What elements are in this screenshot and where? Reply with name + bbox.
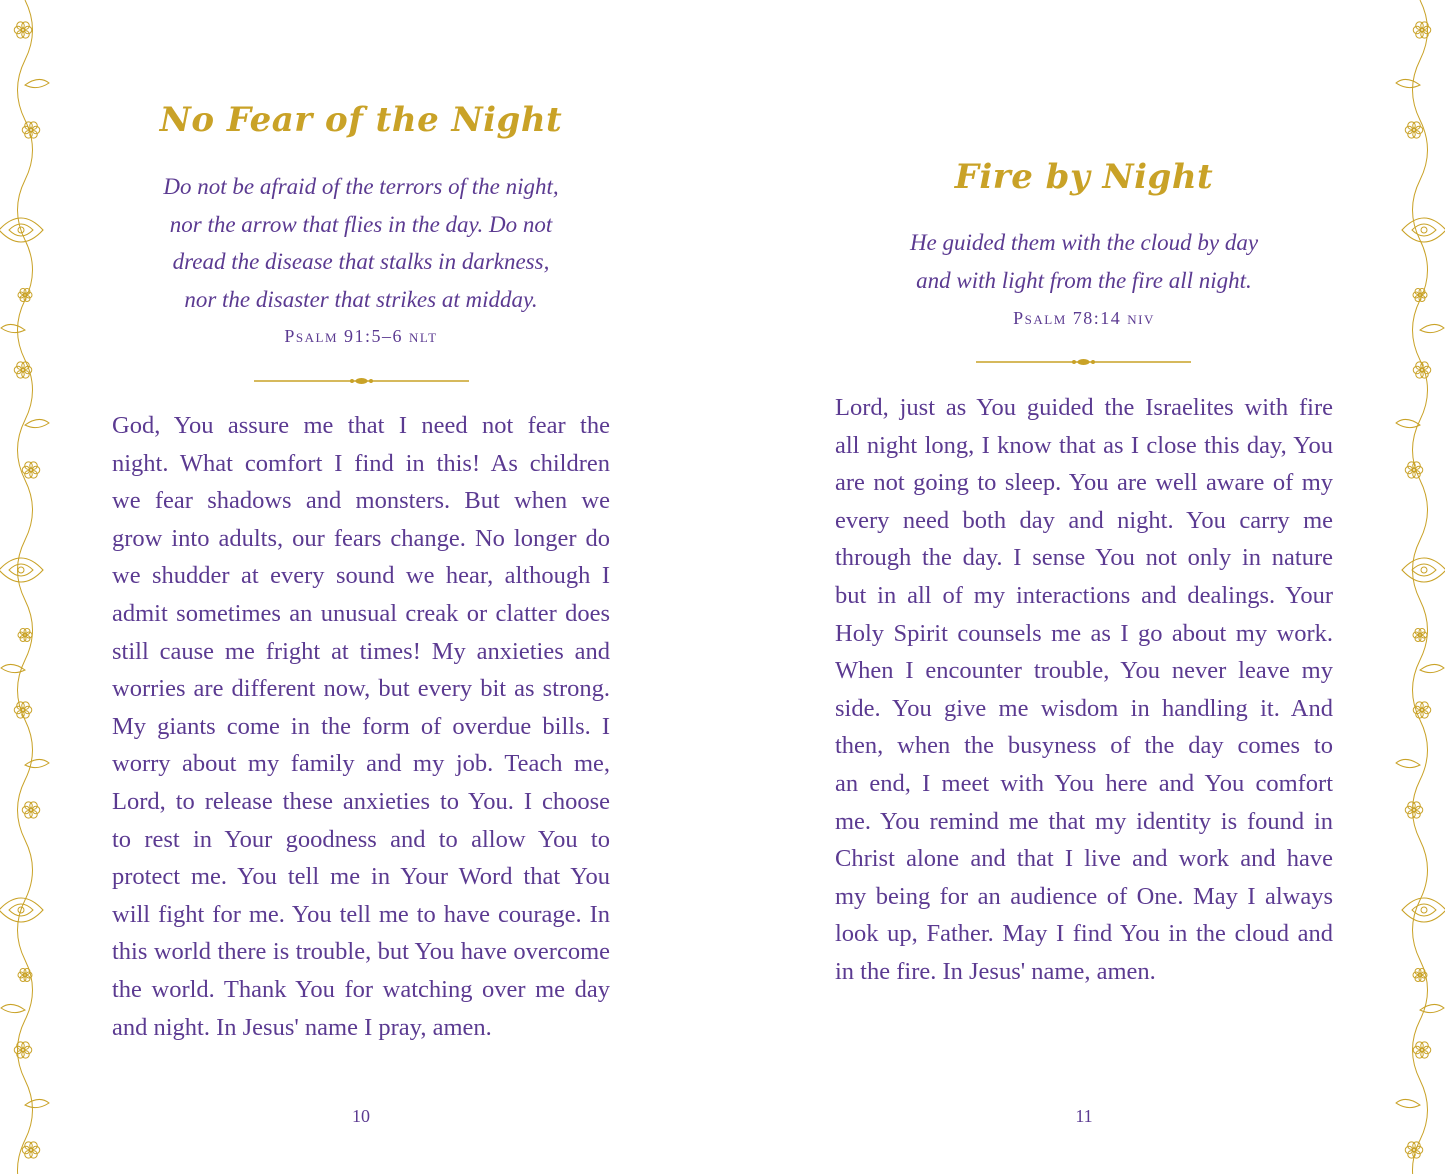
leaf-icon [1420,324,1444,332]
prayer-line: will fight for me. You tell me to have courage. In [112,900,610,928]
leaf-icon [25,79,49,87]
prayer-line: an end, I meet with You here and You comfort [835,769,1333,797]
prayer-line: the world. Thank You for watching over me day [112,975,610,1003]
flower-icon [14,22,32,38]
right-prayer [835,389,1333,991]
leaf-icon [1420,1004,1444,1012]
prayer-line: all night long, I know that as I close this day, You [835,431,1333,459]
prayer-line: are not going to sleep. You are well aware of my [835,469,1333,497]
lotus-icon [0,218,43,242]
flower-icon [14,1042,32,1058]
verse-line: nor the disaster that strikes at midday. [184,286,538,312]
right-page [835,0,1333,1174]
flower-icon [18,969,32,982]
left-page [112,0,610,1174]
verse-line: nor the arrow that flies in the day. Do not [169,211,553,237]
flower-icon [1413,629,1427,642]
prayer-line: Lord, just as You guided the Israelites with fire [835,394,1333,421]
prayer-line: protect me. You tell me in Your Word that You [112,863,610,891]
prayer-line: my being for an audience of One. May I always [835,882,1333,910]
left-verse-reference: Psalm 91:5–6 nlt [284,326,438,346]
prayer-line: God, You assure me that I need not fear the [112,412,610,439]
leaf-icon [1396,1099,1420,1107]
page-number: 11 [1075,1106,1093,1126]
right-verse-reference: Psalm 78:14 niv [1013,308,1155,328]
leaf-icon [25,419,49,427]
flower-icon [1413,969,1427,982]
flower-icon [1405,802,1423,818]
prayer-line: side. You give me wisdom in handling it. And [835,694,1333,722]
floral-border-right [1395,0,1445,1174]
prayer-line: every need both day and night. You carry me [835,506,1333,534]
prayer-line: admit sometimes an unusual creak or clatter does [112,599,610,627]
left-page-title: No Fear of the Night [159,100,563,140]
prayer-line: still cause me fright at times! My anxieties and [112,637,610,665]
leaf-icon [1396,79,1420,87]
prayer-line: to rest in Your goodness and to allow You to [112,825,610,853]
lotus-icon [1402,898,1445,922]
prayer-line: Lord, to release these anxieties to You. I choose [112,787,610,815]
lotus-icon [1402,218,1445,242]
leaf-icon [1,324,25,332]
flower-icon [22,462,40,478]
right-page-title: Fire by Night [954,157,1214,197]
flower-icon [1405,122,1423,138]
prayer-line: then, when the busyness of the day comes to [835,732,1333,760]
prayer-line: When I encounter trouble, You never leave my [835,657,1333,685]
prayer-line: but in all of my interactions and dealings. Your [835,581,1333,609]
prayer-line: Holy Spirit counsels me as I go about my work. [835,619,1333,647]
flower-icon [22,802,40,818]
prayer-line: we fear shadows and monsters. But when we [112,487,610,515]
ornament-divider-icon [254,375,469,387]
leaf-icon [25,1099,49,1107]
flower-icon [1413,22,1431,38]
leaf-icon [1420,664,1444,672]
flower-icon [18,629,32,642]
prayer-line: and night. In Jesus' name I pray, amen. [112,1013,492,1041]
prayer-line: this world there is trouble, but You have overcome [112,938,610,966]
prayer-line: worry about my family and my job. Teach me, [112,750,610,778]
verse-line: Do not be afraid of the terrors of the night, [163,174,559,199]
leaf-icon [1396,759,1420,767]
verse-line: He guided them with the cloud by day [909,230,1259,255]
verse-line: dread the disease that stalks in darkness, [172,249,550,274]
leaf-icon [1396,419,1420,427]
prayer-line: we shudder at every sound we hear, although I [112,562,610,590]
leaf-icon [1,1004,25,1012]
prayer-line: in the fire. In Jesus' name, amen. [835,957,1156,985]
prayer-line: My giants come in the form of overdue bills. I [112,712,610,740]
left-verse [112,168,610,318]
floral-border-left [0,0,50,1174]
verse-line: and with light from the fire all night. [916,267,1252,293]
prayer-line: grow into adults, our fears change. No longer do [112,524,610,552]
prayer-line: look up, Father. May I find You in the cloud and [835,920,1333,948]
page-number: 10 [352,1106,370,1126]
right-verse [835,224,1333,299]
prayer-line: Christ alone and that I live and work and have [835,845,1333,873]
lotus-icon [0,558,43,582]
flower-icon [22,1142,40,1158]
leaf-icon [25,759,49,767]
prayer-line: through the day. I sense You not only in nature [835,544,1333,572]
ornament-divider-icon [976,356,1191,368]
prayer-line: worries are different now, but every bit as strong. [112,675,610,703]
flower-icon [1413,1042,1431,1058]
lotus-icon [0,898,43,922]
prayer-line: night. What comfort I find in this! As children [112,449,610,477]
left-prayer [112,407,610,1046]
lotus-icon [1402,558,1445,582]
prayer-line: me. You remind me that my identity is found in [835,807,1333,835]
